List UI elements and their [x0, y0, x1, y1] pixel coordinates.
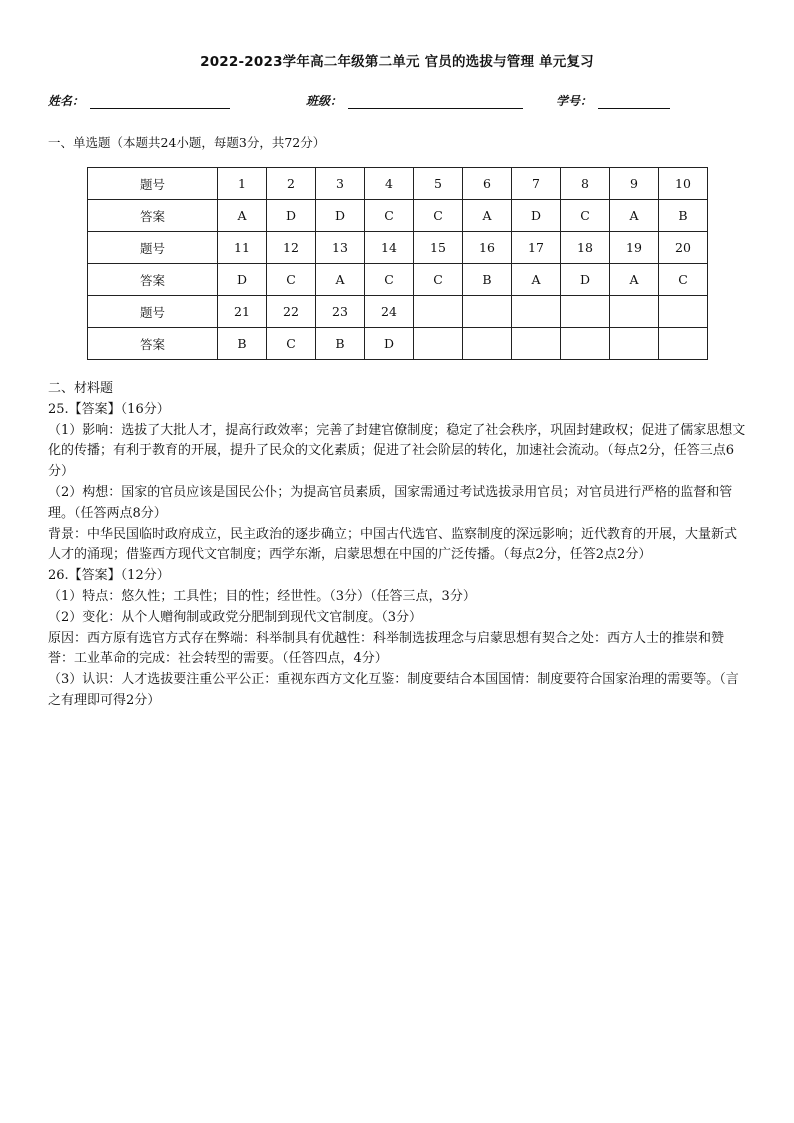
- student-id-blank: [598, 96, 670, 109]
- question-number-cell: 3: [316, 168, 365, 200]
- question-number-row: [88, 232, 708, 264]
- answer-row: [88, 200, 708, 232]
- answer-paragraph: 26.【答案】（12分）: [48, 568, 170, 584]
- name-field: [48, 92, 230, 109]
- class-blank: [348, 96, 523, 109]
- answer-paragraph: （1）特点：悠久性；工具性；目的性；经世性。（3分）（任答三点，3分）: [48, 588, 476, 604]
- document-title: 2022-2023学年高二年级第二单元 官员的选拔与管理 单元复习: [200, 54, 594, 70]
- question-number-cell: 21: [218, 296, 267, 328]
- answer-cell: C: [561, 200, 610, 232]
- question-number-cell: [463, 296, 512, 328]
- question-number-cell: 5: [414, 168, 463, 200]
- answer-paragraph: 原因：西方原有选官方式存在弊端：科举制具有优越性：科举制选拔理念与启蒙思想有契合之处：西方人士的推崇和赞誉：工业革命的完成：社会转型的需要。（任答四点，4分）: [48, 630, 725, 667]
- answer-cell: C: [414, 264, 463, 296]
- class-label: 班级：: [306, 94, 343, 108]
- answer-cell: C: [365, 200, 414, 232]
- answer-row: [88, 264, 708, 296]
- answer-label: 答案: [88, 200, 218, 232]
- question-number-label: 题号: [88, 296, 218, 328]
- question-number-cell: 22: [267, 296, 316, 328]
- answer-cell: D: [267, 200, 316, 232]
- material-section: [48, 379, 748, 712]
- answer-cell: [414, 328, 463, 360]
- answer-cell: [512, 328, 561, 360]
- question-number-cell: [659, 296, 708, 328]
- answer-cell: B: [218, 328, 267, 360]
- answer-label: 答案: [88, 264, 218, 296]
- section2-heading: 二、材料题: [48, 381, 114, 396]
- answer-cell: B: [316, 328, 365, 360]
- answer-cell: [610, 328, 659, 360]
- student-id-label: 学号：: [556, 94, 593, 108]
- answer-label: 答案: [88, 328, 218, 360]
- question-number-cell: 10: [659, 168, 708, 200]
- question-number-label: 题号: [88, 168, 218, 200]
- question-number-cell: 1: [218, 168, 267, 200]
- answer-cell: C: [414, 200, 463, 232]
- answer-cell: A: [610, 264, 659, 296]
- question-number-cell: 12: [267, 232, 316, 264]
- student-id-field: [556, 92, 670, 109]
- question-number-cell: 8: [561, 168, 610, 200]
- answer-cell: D: [561, 264, 610, 296]
- answer-cell: D: [218, 264, 267, 296]
- answer-cell: C: [267, 328, 316, 360]
- student-info-row: [48, 92, 748, 110]
- answer-paragraph: （1）影响：选拔了大批人才，提高行政效率；完善了封建官僚制度；稳定了社会秩序，巩固封建政权；促进了儒家思想文化的传播；有利于教育的开展，提升了民众的文化素质；促进了社会阶层的转化，加速社会流动。（每点2分，任答三点6分）: [48, 422, 746, 480]
- question-number-cell: [512, 296, 561, 328]
- section2-body: [48, 400, 748, 712]
- question-number-cell: 18: [561, 232, 610, 264]
- name-blank: [90, 96, 230, 109]
- answer-paragraph: 背景：中华民国临时政府成立，民主政治的逐步确立；中国古代选官、监察制度的深远影响；近代教育的开展，大量新式人才的涌现；借鉴西方现代文官制度；西学东渐，启蒙思想在中国的广泛传播。（每点2分，任答2点2分）: [48, 526, 738, 563]
- question-number-cell: 19: [610, 232, 659, 264]
- question-number-cell: 23: [316, 296, 365, 328]
- answer-cell: [659, 328, 708, 360]
- answer-paragraph: （3）认识：人才选拔要注重公平公正：重视东西方文化互鉴：制度要结合本国国情：制度要符合国家治理的需要等。（言之有理即可得2分）: [48, 672, 739, 708]
- question-number-cell: 6: [463, 168, 512, 200]
- question-number-cell: 17: [512, 232, 561, 264]
- answer-cell: A: [316, 264, 365, 296]
- answer-cell: C: [267, 264, 316, 296]
- question-number-row: [88, 168, 708, 200]
- answer-cell: D: [316, 200, 365, 232]
- section1-heading: 一、单选题（本题共24小题，每题3分，共72分）: [48, 135, 326, 150]
- answer-row: [88, 328, 708, 360]
- answer-cell: B: [659, 200, 708, 232]
- question-number-cell: 24: [365, 296, 414, 328]
- question-number-cell: 4: [365, 168, 414, 200]
- answer-cell: C: [659, 264, 708, 296]
- answer-cell: D: [512, 200, 561, 232]
- question-number-cell: [414, 296, 463, 328]
- answer-cell: A: [218, 200, 267, 232]
- answer-cell: C: [365, 264, 414, 296]
- answer-cell: A: [610, 200, 659, 232]
- question-number-cell: [610, 296, 659, 328]
- answer-cell: A: [463, 200, 512, 232]
- question-number-cell: [561, 296, 610, 328]
- question-number-cell: 13: [316, 232, 365, 264]
- answer-paragraph: 25.【答案】（16分）: [48, 401, 170, 417]
- question-number-cell: 15: [414, 232, 463, 264]
- question-number-cell: 2: [267, 168, 316, 200]
- question-number-cell: 7: [512, 168, 561, 200]
- class-field: [306, 92, 523, 109]
- answer-cell: B: [463, 264, 512, 296]
- answer-cell: [561, 328, 610, 360]
- answer-paragraph: （2）变化：从个人赠徇制或政党分肥制到现代文官制度。（3分）: [48, 609, 423, 625]
- answer-cell: [463, 328, 512, 360]
- question-number-label: 题号: [88, 232, 218, 264]
- question-number-cell: 16: [463, 232, 512, 264]
- question-number-cell: 11: [218, 232, 267, 264]
- question-number-cell: 9: [610, 168, 659, 200]
- name-label: 姓名：: [48, 94, 85, 108]
- question-number-row: [88, 296, 708, 328]
- answer-table: [87, 167, 708, 360]
- answer-cell: A: [512, 264, 561, 296]
- question-number-cell: 14: [365, 232, 414, 264]
- question-number-cell: 20: [659, 232, 708, 264]
- answer-paragraph: （2）构想：国家的官员应该是国民公仆；为提高官员素质，国家需通过考试选拔录用官员；对官员进行严格的监督和管理。（任答两点8分）: [48, 484, 733, 521]
- answer-cell: D: [365, 328, 414, 360]
